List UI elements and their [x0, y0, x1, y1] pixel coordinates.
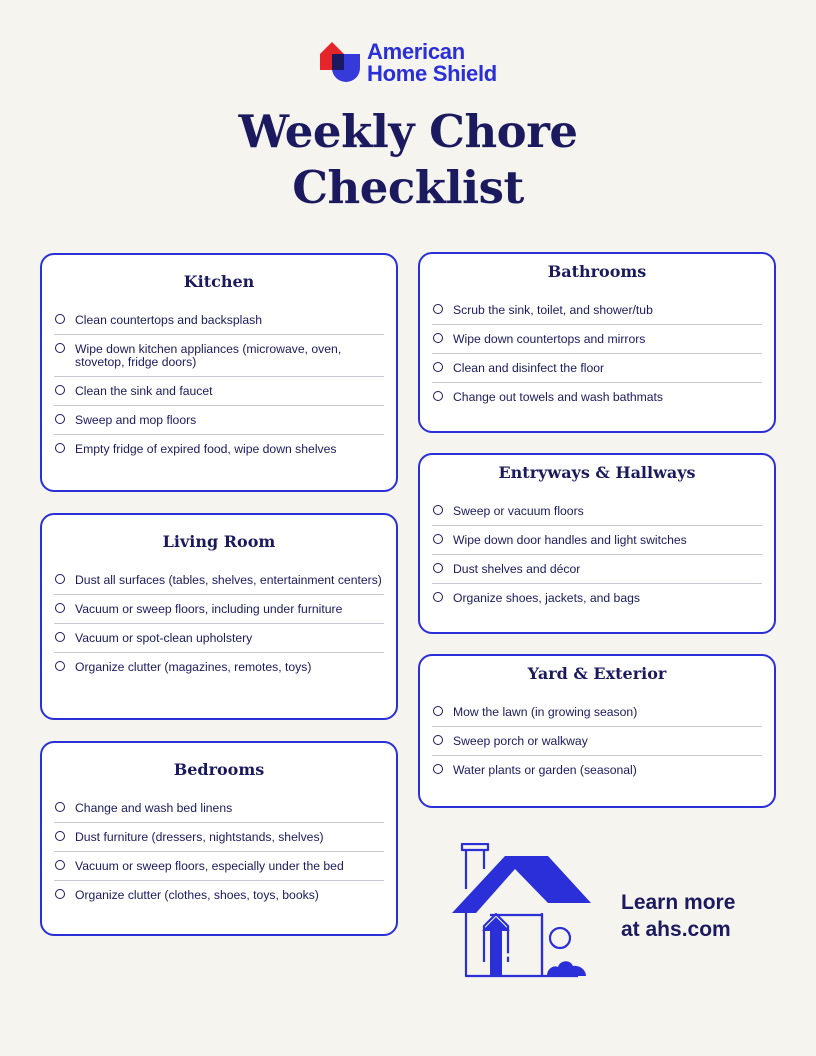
checklist-item[interactable]: Organize shoes, jackets, and bags: [432, 584, 762, 612]
entryways-card: [418, 453, 776, 634]
checklist-item[interactable]: Sweep and mop floors: [54, 406, 384, 435]
checkbox-circle[interactable]: [55, 661, 65, 671]
checklist-item[interactable]: Clean the sink and faucet: [54, 377, 384, 406]
brand-line-2: Home Shield: [367, 61, 497, 86]
yard-card: [418, 654, 776, 808]
checkbox-circle[interactable]: [55, 802, 65, 812]
checklist-item[interactable]: Vacuum or sweep floors, especially under the bed: [54, 852, 384, 881]
checklist-item[interactable]: Dust furniture (dressers, nightstands, shelves): [54, 823, 384, 852]
bathrooms-title: Bathrooms: [547, 262, 647, 281]
checkbox-circle[interactable]: [55, 574, 65, 584]
checkbox-circle[interactable]: [433, 362, 443, 372]
checklist-item[interactable]: Sweep porch or walkway: [432, 727, 762, 756]
checkbox-circle[interactable]: [433, 735, 443, 745]
checklist-item[interactable]: Organize clutter (magazines, remotes, toys): [54, 653, 384, 681]
checkbox-circle[interactable]: [433, 534, 443, 544]
checklist-item[interactable]: Empty fridge of expired food, wipe down shelves: [54, 435, 384, 463]
checkbox-circle[interactable]: [433, 304, 443, 314]
checkbox-circle[interactable]: [55, 632, 65, 642]
checkbox-circle[interactable]: [55, 860, 65, 870]
page-title: [0, 104, 816, 216]
entryways-title: Entryways & Hallways: [498, 463, 696, 482]
checklist-item[interactable]: Water plants or garden (seasonal): [432, 756, 762, 784]
checklist-item[interactable]: Clean and disinfect the floor: [432, 354, 762, 383]
checklist-item[interactable]: Wipe down countertops and mirrors: [432, 325, 762, 354]
learn-more-line-1: Learn more: [621, 891, 736, 914]
checklist-item[interactable]: Mow the lawn (in growing season): [432, 698, 762, 727]
kitchen-title: Kitchen: [183, 272, 255, 291]
checklist-item[interactable]: Wipe down door handles and light switches: [432, 526, 762, 555]
checkbox-circle[interactable]: [433, 563, 443, 573]
learn-more-line-2[interactable]: at ahs.com: [621, 918, 731, 941]
brand-name: [367, 41, 497, 85]
living-room-title: Living Room: [162, 532, 276, 551]
bedrooms-card: [40, 741, 398, 936]
checkbox-circle[interactable]: [433, 505, 443, 515]
bedrooms-title: Bedrooms: [173, 760, 265, 779]
checkbox-circle[interactable]: [55, 385, 65, 395]
page-title-line-1: Weekly Chore: [238, 105, 578, 158]
living-room-card: [40, 513, 398, 720]
checklist-item[interactable]: Vacuum or sweep floors, including under furniture: [54, 595, 384, 624]
page-title-line-2: Checklist: [292, 161, 524, 214]
bathrooms-card: [418, 252, 776, 433]
checkbox-circle[interactable]: [55, 414, 65, 424]
checkbox-circle[interactable]: [55, 314, 65, 324]
checklist-item[interactable]: Dust shelves and décor: [432, 555, 762, 584]
checkbox-circle[interactable]: [433, 706, 443, 716]
checkbox-circle[interactable]: [433, 764, 443, 774]
yard-title: Yard & Exterior: [527, 664, 667, 683]
checkbox-circle[interactable]: [433, 333, 443, 343]
shield-logo-icon: [318, 40, 362, 84]
house-icon: [450, 843, 595, 980]
checkbox-circle[interactable]: [55, 603, 65, 613]
checklist-item[interactable]: Organize clutter (clothes, shoes, toys, books): [54, 881, 384, 909]
checklist-item[interactable]: Change out towels and wash bathmats: [432, 383, 762, 411]
checklist-item[interactable]: Dust all surfaces (tables, shelves, entertainment centers): [54, 566, 384, 595]
brand-line-1: American: [367, 39, 465, 64]
checklist-item[interactable]: Sweep or vacuum floors: [432, 497, 762, 526]
checklist-item[interactable]: Change and wash bed linens: [54, 794, 384, 823]
checkbox-circle[interactable]: [55, 343, 65, 353]
checklist-item[interactable]: Wipe down kitchen appliances (microwave, oven, stovetop, fridge doors): [54, 335, 384, 377]
checklist-item[interactable]: Vacuum or spot-clean upholstery: [54, 624, 384, 653]
checklist-item[interactable]: Clean countertops and backsplash: [54, 306, 384, 335]
checkbox-circle[interactable]: [55, 831, 65, 841]
kitchen-card: [40, 253, 398, 492]
brand-logo: [318, 40, 518, 88]
checklist-item[interactable]: Scrub the sink, toilet, and shower/tub: [432, 296, 762, 325]
checkbox-circle[interactable]: [55, 443, 65, 453]
checkbox-circle[interactable]: [433, 592, 443, 602]
checkbox-circle[interactable]: [55, 889, 65, 899]
learn-more-text: [621, 889, 735, 943]
checkbox-circle[interactable]: [433, 391, 443, 401]
